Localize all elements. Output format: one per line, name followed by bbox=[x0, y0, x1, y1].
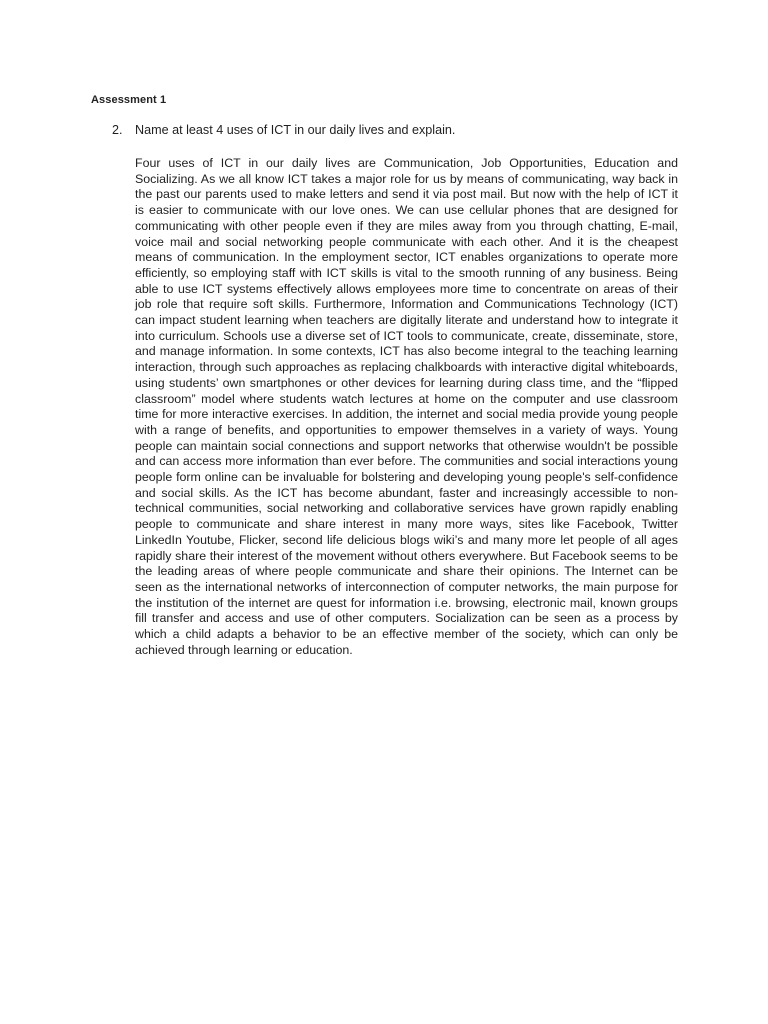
question-text: Name at least 4 uses of ICT in our daily lives and explain. bbox=[135, 123, 456, 137]
question-item bbox=[112, 123, 672, 137]
assessment-heading: Assessment 1 bbox=[91, 94, 167, 106]
question-number: 2. bbox=[112, 123, 123, 137]
answer-paragraph: Four uses of ICT in our daily lives are Communication, Job Opportunities, Education and Socializing. As we all know ICT takes a major role for us by means of communicating, way back in the past our parents used to make letters and send it via post mail. But now with the help of ICT it is easier to communicate with our love ones. We can use cellular phones that are designed for communicating with other people even if they are miles away from you through chatting, E-mail, voice mail and social networking people communicate with each other. And it is the cheapest means of communication. In the employment sector, ICT enables organizations to operate more efficiently, so employing staff with ICT skills is vital to the smooth running of any business. Being able to use ICT systems effectively allows employees more time to concentrate on areas of their job role that require soft skills. Furthermore, Information and Communications Technology (ICT) can impact student learning when teachers are digitally literate and understand how to integrate it into curriculum. Schools use a diverse set of ICT tools to communicate, create, disseminate, store, and manage information. In some contexts, ICT has also become integral to the teaching learning interaction, through such approaches as replacing chalkboards with interactive digital whiteboards, using students’ own smartphones or other devices for learning during class time, and the “flipped classroom” model where students watch lectures at home on the computer and use classroom time for more interactive exercises. In addition, the internet and social media provide young people with a range of benefits, and opportunities to empower themselves in a variety of ways. Young people can maintain social connections and support networks that otherwise wouldn't be possible and can access more information than ever before. The communities and social interactions young people form online can be invaluable for bolstering and developing young people's self-confidence and social skills. As the ICT has become abundant, faster and increasingly accessible to non-technical communities, social networking and collaborative services have grown rapidly enabling people to communicate and share interest in many more ways, sites like Facebook, Twitter LinkedIn Youtube, Flicker, second life delicious blogs wiki’s and many more let people of all ages rapidly share their interest of the movement without others everywhere. But Facebook seems to be the leading areas of where people communicate and share their opinions. The Internet can be seen as the international networks of interconnection of computer networks, the main purpose for the institution of the internet are quest for information i.e. browsing, electronic mail, known groups fill transfer and access and use of other computers. Socialization can be seen as a process by which a child adapts a behavior to be an effective member of the society, which can only be achieved through learning or education. bbox=[135, 156, 678, 657]
